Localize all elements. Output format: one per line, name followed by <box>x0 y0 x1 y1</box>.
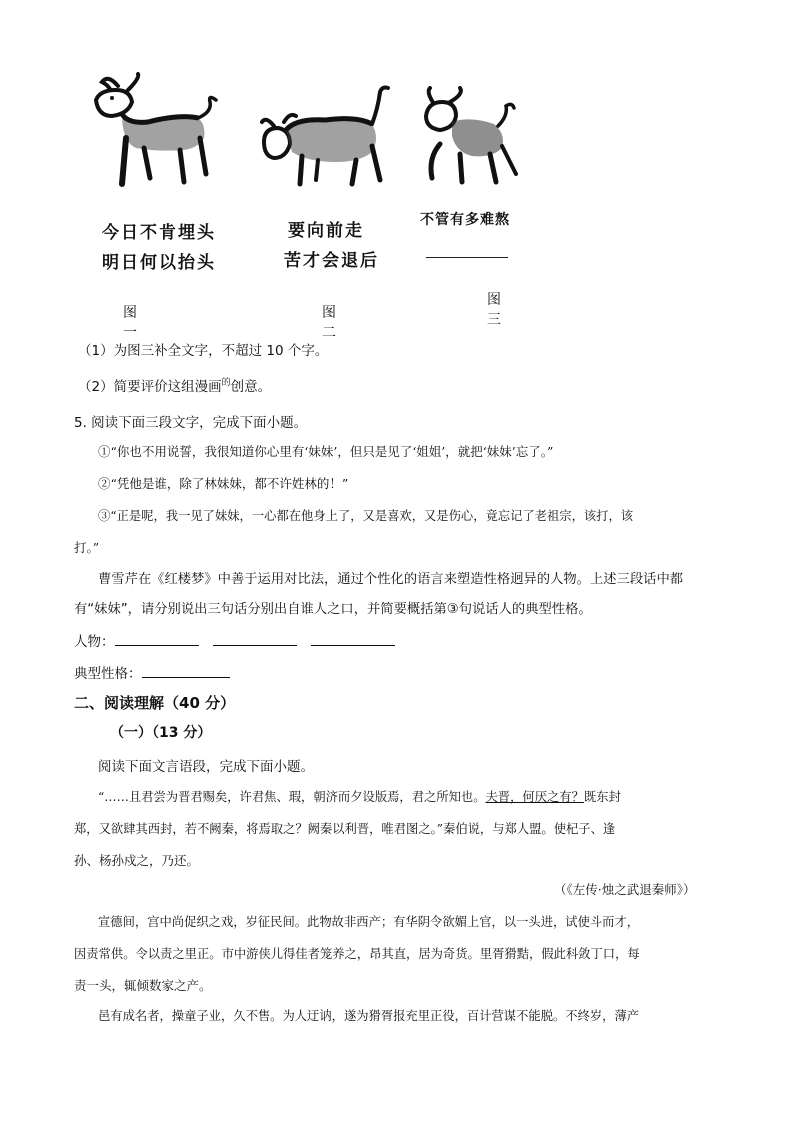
question-5-title: 5. 阅读下面三段文字，完成下面小题。 <box>74 415 308 431</box>
quote-3: ③“正是呢，我一见了妹妹，一心都在他身上了，又是喜欢，又是伤心，竟忘记了老祖宗，该打，该 <box>98 509 634 523</box>
question-text: 创意。 <box>230 379 272 395</box>
passage-text: 既东封 <box>583 790 621 804</box>
reading-instruction: 阅读下面文言语段，完成下面小题。 <box>98 759 314 775</box>
caption-line: 苦才会退后 <box>284 251 379 271</box>
passage-2-line: 责一头，辄倾数家之产。 <box>74 978 212 993</box>
figure-label: 图一 <box>123 305 137 341</box>
answer-blank-trait[interactable] <box>142 663 230 678</box>
figure-label: 图三 <box>487 292 501 328</box>
passage-source: （《左传·烛之武退秦师》） <box>554 882 696 897</box>
quote-3-continued: 打。” <box>74 540 100 555</box>
quote-2: ②“凭他是谁，除了林妹妹，都不许姓林的！” <box>98 476 349 491</box>
ox-illustration-3 <box>412 86 522 186</box>
passage-1-line <box>98 787 621 805</box>
ox-illustration-2 <box>256 82 396 192</box>
superscript-char: 的 <box>221 378 231 388</box>
passage-1-line: 郑，又欲肆其西封，若不阙秦，将焉取之？阙秦以利晋，唯君图之。”秦伯说，与郑人盟。使杞子、逢 <box>74 822 616 836</box>
question-5-prompt: 曹雪芹在《红楼梦》中善于运用对比法，通过个性化的语言来塑造性格迥异的人物。上述三段话中都 <box>98 572 684 587</box>
people-label: 人物： <box>74 634 115 650</box>
figure-label: 图二 <box>322 305 336 341</box>
passage-2-line: 因责常供。令以责之里正。市中游侠儿得佳者笼养之，昂其直，居为奇货。里胥猾黠，假此科敛丁口，每 <box>74 947 640 961</box>
caption-line: 要向前走 <box>288 221 364 241</box>
caption-line: 今日不肯埋头 <box>102 223 216 243</box>
part-title: （一）（13 分） <box>110 725 212 741</box>
question-5-prompt: 有“妹妹”，请分别说出三句话分别出自谁人之口，并简要概括第③句说话人的典型性格。 <box>74 602 592 617</box>
caption-blank <box>426 257 508 258</box>
trait-label: 典型性格： <box>74 666 142 682</box>
passage-1-line: 孙、杨孙戍之，乃还。 <box>74 853 200 868</box>
answer-blank-1[interactable] <box>115 631 199 646</box>
answer-blank-2[interactable] <box>213 631 297 646</box>
caption-line: 不管有多难熬 <box>420 212 510 228</box>
question-4-1: （1）为图三补全文字，不超过 10 个字。 <box>78 343 329 359</box>
answer-blank-3[interactable] <box>311 631 395 646</box>
question-text: （2）简要评价这组漫画 <box>78 379 222 395</box>
quote-1: ①“你也不用说誓，我很知道你心里有‘妹妹’，但只是见了‘姐姐’，就把‘妹妹’忘了。” <box>98 444 554 459</box>
passage-2-line: 宣德间，宫中尚促织之戏，岁征民间。此物故非西产；有华阴令欲媚上官，以一头进，试使斗而才， <box>98 915 640 929</box>
trait-row <box>74 662 230 682</box>
ox-illustration-1 <box>88 72 228 190</box>
people-row <box>74 630 395 650</box>
section-title: 二、阅读理解（40 分） <box>74 694 236 712</box>
underlined-sentence: 夫晋，何厌之有？ <box>485 790 584 804</box>
passage-2-line: 邑有成名者，操童子业，久不售。为人迂讷，遂为猾胥报充里正役，百计营谋不能脱。不终岁，薄产 <box>98 1009 640 1023</box>
question-4-2 <box>78 375 271 395</box>
caption-line: 明日何以抬头 <box>102 253 216 273</box>
passage-text: “……且君尝为晋君赐矣，许君焦、瑕，朝济而夕设版焉，君之所知也。 <box>98 790 486 804</box>
